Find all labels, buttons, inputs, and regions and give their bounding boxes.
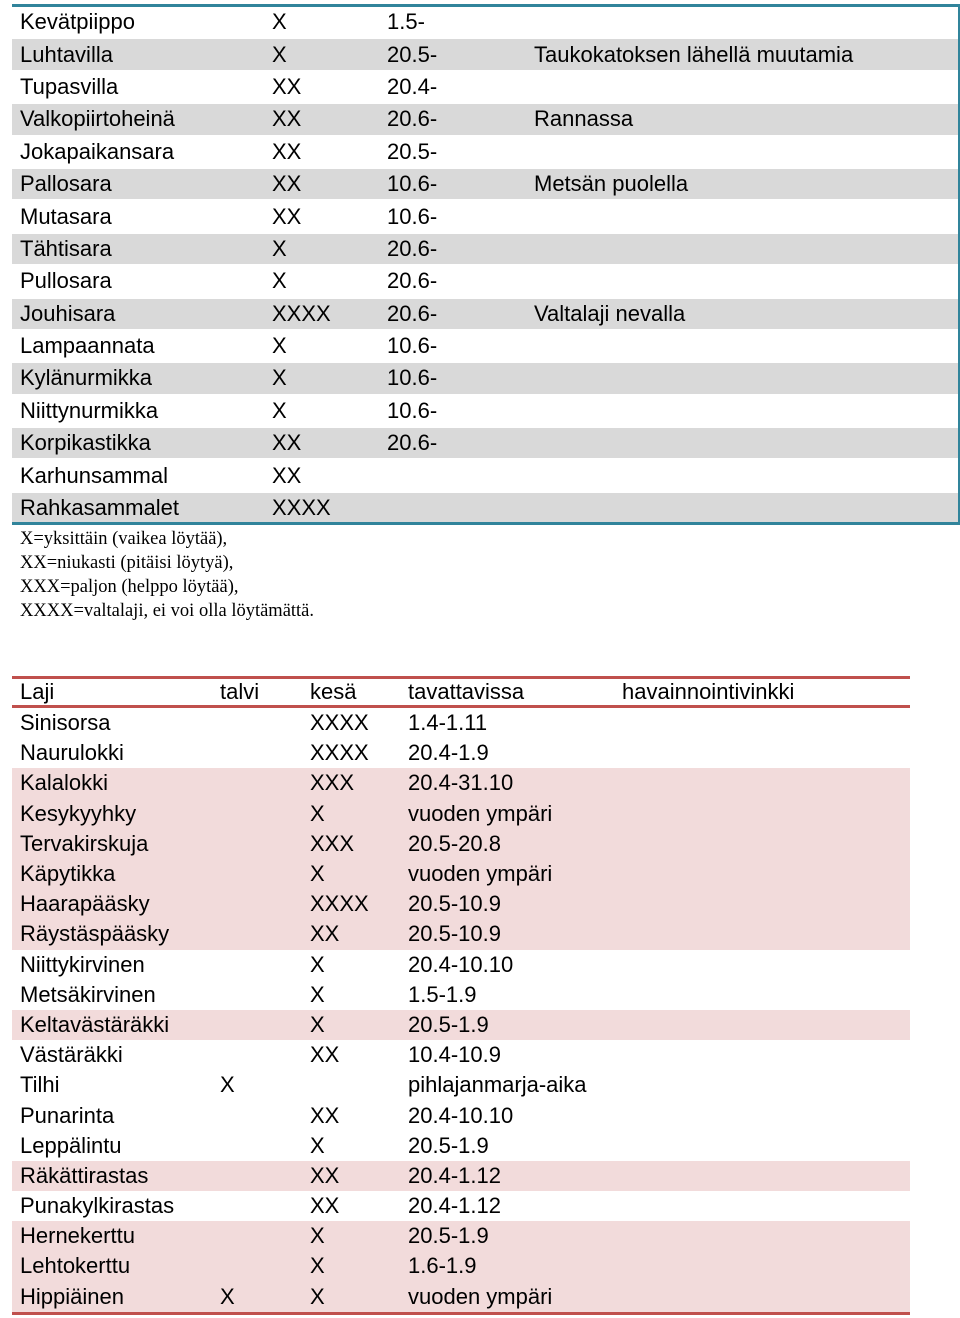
bird-summer: XX <box>310 921 340 947</box>
plant-abundance: X <box>272 333 287 359</box>
plant-abundance: X <box>272 268 287 294</box>
table-row <box>12 799 910 829</box>
plant-name: Jokapaikansara <box>20 138 175 164</box>
bird-summer: XX <box>310 1193 340 1219</box>
table-row <box>12 919 910 949</box>
plant-abundance: X <box>272 397 287 423</box>
table-row <box>12 1040 910 1070</box>
bird-summer: X <box>310 1011 325 1037</box>
plant-name: Valkopiirtoheinä <box>20 106 175 132</box>
table-row <box>12 331 958 363</box>
plant-abundance: X <box>272 41 287 67</box>
bird-summer: XXXX <box>310 891 369 917</box>
table-row <box>12 889 910 919</box>
bird-summer: X <box>310 800 325 826</box>
plant-note: Valtalaji nevalla <box>534 300 686 326</box>
bird-name: Räkättirastas <box>20 1162 149 1188</box>
bird-name: Kesykyyhky <box>20 800 137 826</box>
table-row <box>12 859 910 889</box>
bird-summer: X <box>310 861 325 887</box>
bird-period: vuoden ympäri <box>408 800 553 826</box>
bird-period: 20.4-1.12 <box>408 1162 501 1188</box>
bird-winter: X <box>220 1072 235 1098</box>
bird-name: Räystäspääsky <box>20 921 170 947</box>
bird-period: 20.4-10.10 <box>408 951 514 977</box>
bird-period: 20.5-1.9 <box>408 1132 489 1158</box>
table-row <box>12 738 910 768</box>
table-row <box>12 1010 910 1040</box>
plant-abundance: XX <box>272 430 302 456</box>
plant-table <box>12 4 960 525</box>
plant-date: 10.6- <box>387 171 438 197</box>
table-row <box>12 1282 910 1315</box>
table-row <box>12 950 910 980</box>
plant-abundance: X <box>272 365 287 391</box>
table-row <box>12 708 910 738</box>
bird-summer: XXXX <box>310 710 369 736</box>
bird-table <box>12 676 910 1315</box>
plant-name: Karhunsammal <box>20 462 168 488</box>
plant-date: 10.6- <box>387 333 438 359</box>
header-laji: Laji <box>20 679 55 704</box>
bird-name: Keltavästäräkki <box>20 1011 170 1037</box>
bird-name: Haarapääsky <box>20 891 150 917</box>
bird-period: 1.4-1.11 <box>408 710 488 736</box>
table-row <box>12 72 958 104</box>
bird-period: 10.4-10.9 <box>408 1042 501 1068</box>
plant-abundance: XX <box>272 138 302 164</box>
plant-abundance: XX <box>272 106 302 132</box>
bird-period: 20.4-1.12 <box>408 1193 501 1219</box>
bird-summer: XX <box>310 1042 340 1068</box>
plant-note: Rannassa <box>534 106 634 132</box>
plant-abundance: XX <box>272 171 302 197</box>
bird-period: 20.5-1.9 <box>408 1011 489 1037</box>
bird-name: Tervakirskuja <box>20 830 149 856</box>
abundance-legend <box>20 527 314 623</box>
plant-name: Tähtisara <box>20 235 112 261</box>
plant-name: Tupasvilla <box>20 73 119 99</box>
bird-summer: XXX <box>310 830 355 856</box>
plant-name: Mutasara <box>20 203 112 229</box>
bird-name: Leppälintu <box>20 1132 122 1158</box>
plant-abundance: X <box>272 235 287 261</box>
bird-period: 20.4-31.10 <box>408 770 514 796</box>
table-row <box>12 363 958 395</box>
bird-summer: X <box>310 1253 325 1279</box>
table-row <box>12 1070 910 1100</box>
table-row <box>12 1131 910 1161</box>
table-row <box>12 1221 910 1251</box>
plant-abundance: XX <box>272 73 302 99</box>
header-tavattavissa: tavattavissa <box>408 679 525 704</box>
table-row <box>12 169 958 201</box>
bird-summer: X <box>310 951 325 977</box>
legend-line: XX=niukasti (pitäisi löytyä), <box>20 553 234 573</box>
plant-date: 20.6- <box>387 430 438 456</box>
legend-line: X=yksittäin (vaikea löytää), <box>20 529 228 549</box>
legend-line: XXX=paljon (helppo löytää), <box>20 577 239 597</box>
plant-name: Kylänurmikka <box>20 365 153 391</box>
bird-summer: X <box>310 1132 325 1158</box>
header-talvi: talvi <box>220 679 260 704</box>
header-kesa: kesä <box>310 679 357 704</box>
legend-line: XXXX=valtalaji, ei voi olla löytämättä. <box>20 601 315 621</box>
table-row <box>12 201 958 233</box>
table-row <box>12 460 958 492</box>
bird-name: Punarinta <box>20 1102 115 1128</box>
plant-date: 20.6- <box>387 268 438 294</box>
bird-period: 20.5-20.8 <box>408 830 501 856</box>
table-row <box>12 266 958 298</box>
plant-date: 10.6- <box>387 397 438 423</box>
bird-summer: X <box>310 1223 325 1249</box>
plant-name: Pullosara <box>20 268 112 294</box>
table-row <box>12 137 958 169</box>
table-row <box>12 1251 910 1281</box>
bird-winter: X <box>220 1283 235 1309</box>
bird-summer: XXX <box>310 770 355 796</box>
header-havainnointivinkki: havainnointivinkki <box>622 679 795 704</box>
bird-summer: XXXX <box>310 740 369 766</box>
table-row <box>12 396 958 428</box>
table-row <box>12 299 958 331</box>
table-row <box>12 7 958 39</box>
bird-summer: XX <box>310 1102 340 1128</box>
table-row <box>12 1100 910 1130</box>
bird-period: 20.5-10.9 <box>408 891 501 917</box>
table-row <box>12 980 910 1010</box>
bird-period: vuoden ympäri <box>408 861 553 887</box>
bird-name: Metsäkirvinen <box>20 981 156 1007</box>
plant-name: Jouhisara <box>20 300 116 326</box>
plant-date: 20.5- <box>387 41 438 67</box>
plant-abundance: X <box>272 9 287 35</box>
bird-name: Punakylkirastas <box>20 1193 175 1219</box>
table-row <box>12 493 958 525</box>
plant-date: 10.6- <box>387 203 438 229</box>
table-row <box>12 1191 910 1221</box>
plant-abundance: XXXX <box>272 300 331 326</box>
bird-name: Hernekerttu <box>20 1223 135 1249</box>
bird-period: 20.4-1.9 <box>408 740 489 766</box>
plant-date: 20.6- <box>387 235 438 261</box>
plant-note: Metsän puolella <box>534 171 689 197</box>
table-row <box>12 234 958 266</box>
plant-name: Luhtavilla <box>20 41 113 67</box>
table-row <box>12 1161 910 1191</box>
plant-note: Taukokatoksen lähellä muutamia <box>534 41 854 67</box>
plant-abundance: XX <box>272 462 302 488</box>
bird-name: Niittykirvinen <box>20 951 145 977</box>
bird-name: Sinisorsa <box>20 710 111 736</box>
plant-name: Rahkasammalet <box>20 494 179 520</box>
bird-name: Lehtokerttu <box>20 1253 131 1279</box>
plant-name: Kevätpiippo <box>20 9 135 35</box>
bird-period: 1.5-1.9 <box>408 981 477 1007</box>
plant-date: 20.5- <box>387 138 438 164</box>
bird-name: Hippiäinen <box>20 1283 124 1309</box>
plant-name: Niittynurmikka <box>20 397 159 423</box>
bird-summer: X <box>310 1283 325 1309</box>
plant-date: 20.6- <box>387 300 438 326</box>
plant-abundance: XX <box>272 203 302 229</box>
bird-period: 20.5-10.9 <box>408 921 501 947</box>
bird-name: Naurulokki <box>20 740 124 766</box>
table-row <box>12 829 910 859</box>
table-row <box>12 104 958 136</box>
plant-abundance: XXXX <box>272 494 331 520</box>
plant-name: Pallosara <box>20 171 112 197</box>
plant-date: 10.6- <box>387 365 438 391</box>
plant-name: Lampaannata <box>20 333 155 359</box>
plant-date: 1.5- <box>387 9 425 35</box>
plant-name: Korpikastikka <box>20 430 151 456</box>
bird-period: 20.5-1.9 <box>408 1223 489 1249</box>
table-row <box>12 768 910 798</box>
bird-summer: XX <box>310 1162 340 1188</box>
bird-name: Kalalokki <box>20 770 109 796</box>
bird-period: 20.4-10.10 <box>408 1102 514 1128</box>
table-row <box>12 39 958 71</box>
bird-period: 1.6-1.9 <box>408 1253 477 1279</box>
table-row <box>12 428 958 460</box>
bird-summer: X <box>310 981 325 1007</box>
bird-name: Käpytikka <box>20 861 116 887</box>
bird-period: vuoden ympäri <box>408 1283 553 1309</box>
bird-name: Västäräkki <box>20 1042 123 1068</box>
bird-name: Tilhi <box>20 1072 60 1098</box>
bird-period: pihlajanmarja-aika <box>408 1072 587 1098</box>
bird-table-body <box>12 708 910 1315</box>
plant-date: 20.6- <box>387 106 438 132</box>
bird-table-header <box>12 676 910 708</box>
plant-date: 20.4- <box>387 73 438 99</box>
